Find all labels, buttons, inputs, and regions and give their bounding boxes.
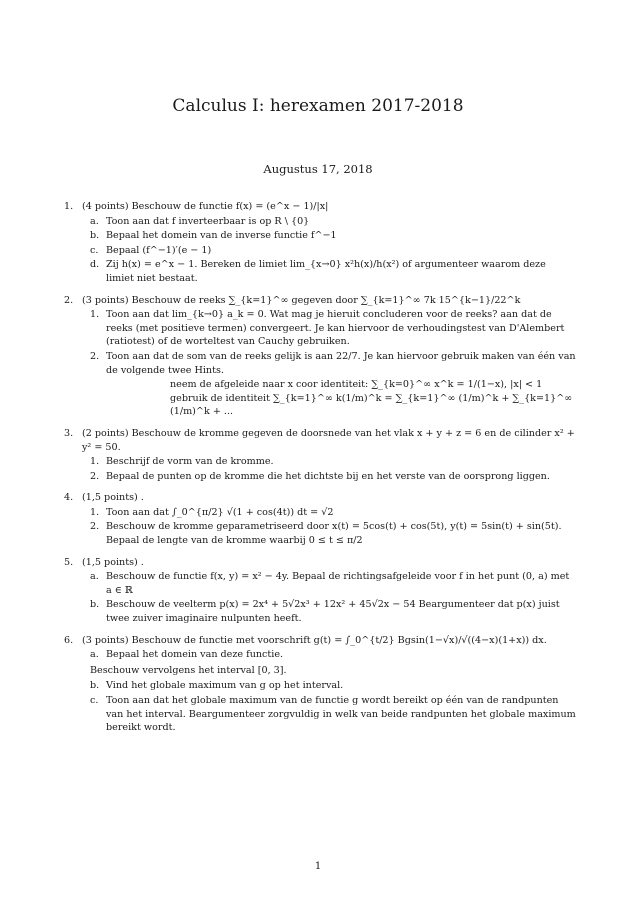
question-5 xyxy=(64,556,576,626)
item-label: a. xyxy=(90,215,99,227)
item-text: Beschrijf de vorm van de kromme. xyxy=(106,456,274,468)
question-item xyxy=(82,570,576,597)
item-text: Toon aan dat de som van de reeks gelijk is aan 22/7. Je kan hiervoor gebruik maken van één van de volgende twee Hints. xyxy=(106,350,576,376)
question-number: 2. xyxy=(64,294,74,306)
question-1 xyxy=(64,200,576,286)
question-item xyxy=(82,506,576,520)
item-text: Beschouw de veelterm p(x) = 2x⁴ + 5√2x³ + 12x² + 45√2x − 54 Beargumenteer dat p(x) juist twee zuiver imaginaire nulpunten heeft. xyxy=(106,599,560,625)
question-list xyxy=(64,200,576,743)
question-number: 1. xyxy=(64,201,74,212)
item-text: Bepaal het domein van de inverse functie f^−1 xyxy=(106,230,337,242)
item-text: Bepaal het domein van deze functie. xyxy=(106,649,284,661)
question-number: 3. xyxy=(64,427,74,439)
question-item xyxy=(82,229,576,243)
item-text: Toon aan dat lim_{k→0} a_k = 0. Wat mag je hieruit concluderen voor de reeks? aan dat de reeks (met positieve termen) convergeert. Je kan hiervoor de verhoudingstest van D'Alembert (ratiotest) of de worteltest van Cauchy gebruiken. xyxy=(106,309,565,348)
question-6 xyxy=(64,634,576,735)
item-label: c. xyxy=(90,695,99,706)
item-label: d. xyxy=(90,259,100,271)
question-3 xyxy=(64,427,576,483)
item-label: a. xyxy=(90,571,99,583)
item-label: 1. xyxy=(90,309,100,321)
question-item xyxy=(82,244,576,258)
item-text: Bepaal (f^−1)′(e − 1) xyxy=(106,244,212,256)
item-label: 2. xyxy=(90,521,100,533)
question-text: (3 points) Beschouw de reeks ∑_{k=1}^∞ gegeven door ∑_{k=1}^∞ 7k 15^{k−1}/22^k xyxy=(82,294,521,306)
question-number: 4. xyxy=(64,492,74,504)
question-item xyxy=(82,648,576,662)
item-text: Bepaal de punten op de kromme die het dichtste bij en het verste van de oorsprong liggen. xyxy=(106,470,550,482)
item-text: Toon aan dat het globale maximum van de functie g wordt bereikt op één van de randpunten van het interval. Beargumenteer zorgvuldig in welk van beide randpunten het globale maximum bereikt wordt. xyxy=(106,695,576,734)
hint-2: gebruik de identiteit ∑_{k=1}^∞ k(1/m)^k = ∑_{k=1}^∞ (1/m)^k + ∑_{k=1}^∞ (1/m)^k + ... xyxy=(170,392,573,418)
question-text: (1,5 points) . xyxy=(82,492,144,504)
question-note: Beschouw vervolgens het interval [0, 3]. xyxy=(90,664,287,676)
question-number: 6. xyxy=(64,634,74,646)
question-item xyxy=(82,598,576,625)
hint-1: neem de afgeleide naar x coor identiteit: ∑_{k=0}^∞ x^k = 1/(1−x), |x| < 1 xyxy=(170,379,543,391)
page-number: 1 xyxy=(314,861,322,872)
exam-date: Augustus 17, 2018 xyxy=(263,162,373,176)
item-text: Zij h(x) = e^x − 1. Bereken de limiet lim_{x→0} x²h(x)/h(x²) of argumenteer waarom deze limiet niet bestaat. xyxy=(106,259,546,284)
item-label: 2. xyxy=(90,350,100,362)
question-text: (4 points) Beschouw de functie f(x) = (e^x − 1)/|x| xyxy=(82,201,329,212)
question-text: (1,5 points) . xyxy=(82,556,144,568)
item-text: Beschouw de kromme geparametriseerd door x(t) = 5cos(t) + cos(5t), y(t) = 5sin(t) + sin(5t). Bepaal de lengte van de kromme waarbij 0 ≤ t ≤ π/2 xyxy=(106,521,562,547)
item-label: b. xyxy=(90,680,100,692)
question-number: 5. xyxy=(64,556,74,568)
question-item xyxy=(82,694,576,735)
item-label: 1. xyxy=(90,456,100,468)
item-label: b. xyxy=(90,599,100,611)
item-text: Vind het globale maximum van g op het interval. xyxy=(106,680,344,692)
question-text: (2 points) Beschouw de kromme gegeven de doorsnede van het vlak x + y + z = 6 en de cilinder x² + y² = 50. xyxy=(82,427,575,453)
item-text: Beschouw de functie f(x, y) = x² − 4y. Bepaal de richtingsafgeleide voor f in het punt (0, a) met a ∈ ℝ xyxy=(106,571,570,596)
item-label: a. xyxy=(90,649,99,661)
question-item xyxy=(82,679,576,693)
page-title: Calculus I: herexamen 2017-2018 xyxy=(172,96,464,116)
item-label: c. xyxy=(90,244,99,256)
question-4 xyxy=(64,491,576,547)
question-2 xyxy=(64,294,576,419)
question-item xyxy=(82,350,576,377)
item-label: 1. xyxy=(90,506,100,518)
question-item xyxy=(82,520,576,547)
question-item xyxy=(82,455,576,469)
item-label: 2. xyxy=(90,470,100,482)
question-item xyxy=(82,470,576,484)
item-label: b. xyxy=(90,230,100,242)
question-text: (3 points) Beschouw de functie met voorschrift g(t) = ∫_0^{t/2} Bgsin(1−√x)/√((4−x)(1+x)) dx. xyxy=(82,634,547,646)
item-text: Toon aan dat ∫_0^{π/2} √(1 + cos(4t)) dt = √2 xyxy=(106,506,334,518)
question-item xyxy=(82,308,576,349)
question-item xyxy=(82,215,576,229)
item-text: Toon aan dat f inverteerbaar is op R \ {0} xyxy=(106,215,310,227)
question-item xyxy=(82,258,576,285)
